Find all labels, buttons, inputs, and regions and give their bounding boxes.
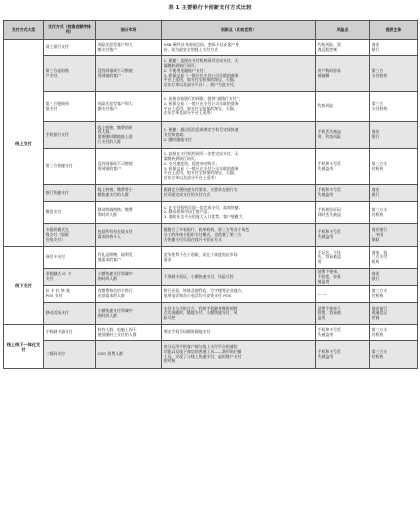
cell-line: 小额快速支付领域中 [97, 307, 133, 313]
mode-cell [44, 202, 96, 224]
cell-line: 竞争优势不在于创新，而在于高度贴近市场 [163, 251, 238, 257]
cell-line: 第三方 [371, 100, 384, 106]
mode-cell [44, 303, 96, 325]
cell-line: 没有网银或不习惯使 [97, 67, 133, 73]
cell-line: 第三方支 [371, 160, 388, 166]
mode-cell [44, 269, 96, 286]
table-row [4, 269, 418, 286]
mode-cell [44, 56, 96, 92]
cell-line: 在线支付） [45, 236, 66, 242]
cell-line: 钓鱼风险、黑 [317, 41, 341, 47]
cell-line: 等时尚人群 [97, 211, 118, 217]
cell-line: 时尚人群、电脑上网不 [97, 326, 137, 332]
cell-line: 付机构 [371, 211, 384, 217]
cell-line: 点实现随时、随地支付，小额快速支付，风 [163, 310, 238, 316]
provider-cell [370, 40, 418, 56]
cell-line: 户支付 [45, 72, 58, 78]
cell-line: 失，容易被盗 [317, 254, 341, 260]
risk-cell [316, 185, 370, 202]
cell-line: 商业 [371, 41, 380, 47]
cell-line: 平台上适用，如支付宝担保的淘宝、天猫、 [163, 77, 238, 83]
cell-line: 2. 担保交易（一般只在支付公司关联的商务 [163, 100, 239, 106]
mode-cell [44, 325, 96, 341]
cell-line: 失被盗用 [317, 192, 334, 198]
cell-line: 第三方虚拟账 [45, 67, 69, 73]
feature-cell [162, 341, 316, 369]
cell-line: 京东订单以及部分平台上适用） [163, 175, 219, 181]
header-cell: 细分市场 [96, 21, 162, 40]
feature-cell [162, 247, 316, 269]
cell-line: 1. 直接在支付机构网页一次性完成支付，无 [163, 151, 239, 157]
cell-line: 消费不签单不 [317, 305, 341, 311]
cell-line: 还款需求的人群 [97, 293, 125, 299]
cell-line: 钓鱼风险 [317, 103, 334, 109]
cell-line: 风险厌恶型客户和大 [97, 41, 133, 47]
cell-line: 需求 [163, 256, 172, 262]
cell-line: 小额快速支付领域中 [97, 271, 133, 277]
header-cell: 提供主体 [370, 21, 418, 40]
market-cell [96, 224, 162, 247]
cell-line: 三方支付 [371, 254, 388, 260]
cell-line: 既满足方便快速支付需求，又要求在银行支 [163, 187, 238, 193]
market-cell [96, 247, 162, 269]
provider-cell [370, 122, 418, 149]
risk-cell [316, 202, 370, 224]
cell-line: USB 硬件证书或短信码、密码卡以证客户身 [163, 41, 239, 47]
cell-line: 第三方支 [371, 348, 388, 354]
cell-line: 付机构 [371, 293, 384, 299]
cell-line: 商业银行 [371, 227, 388, 233]
cell-line: 失被盗用 [317, 353, 334, 359]
cell-line: 盗用 [317, 315, 326, 321]
cell-line: O2O 消费人群 [97, 351, 123, 357]
table-row [4, 149, 418, 185]
category-cell: 线下支付 [4, 247, 44, 325]
table-row [4, 202, 418, 224]
cell-line: 功能以及线下商店的普通工具——条形码扫描 [163, 348, 242, 354]
cell-line: 商家、第 [371, 249, 388, 255]
cell-line: 手机丢失被盗 [317, 129, 341, 135]
cell-line: 3. 担保交易（一般只在支付公司关联的商务 [163, 72, 239, 78]
mode-cell [44, 286, 96, 303]
cell-line: 银行快捷支付 [45, 189, 69, 195]
cell-line: 没有网银或不习惯使 [97, 160, 133, 166]
cell-line: 银行 [371, 192, 380, 198]
cell-line: 行支付的人群 [97, 138, 121, 144]
feature-cell [162, 202, 316, 224]
table-row [4, 56, 418, 92]
table-row [4, 92, 418, 122]
risk-cell [316, 269, 370, 286]
cell-line: 失被盗用 [317, 234, 334, 240]
table-row [4, 247, 418, 269]
cell-line: 需跳转到银行网页； [163, 156, 199, 162]
cell-line: 商业 [371, 271, 380, 277]
table-row [4, 122, 418, 149]
cell-line: 支付和查询； [163, 131, 187, 137]
table-caption: 表 1 主要银行卡创新支付方式比较 [168, 5, 252, 11]
cell-line: 支付卡与手机合合，利用手机随身携带的特 [163, 305, 238, 311]
cell-line: 第三方快捷支付 [45, 163, 73, 169]
cell-line: 客远程控制 [317, 46, 338, 52]
cell-line: 额支付客户 [97, 105, 118, 111]
cell-line: 有礼品馈赠、福利发 [97, 251, 133, 257]
cell-line: 支付机构 [371, 105, 388, 111]
cell-line: 线上购物、缴费的时 [97, 124, 133, 130]
table-row [4, 40, 418, 56]
market-cell [96, 325, 162, 341]
cell-line: 机构 [371, 259, 380, 265]
mode-cell [44, 40, 96, 56]
cell-line: 商业 [371, 187, 380, 193]
market-cell [96, 122, 162, 149]
market-cell [96, 269, 162, 286]
cell-line: 放需求的客户 [97, 256, 121, 262]
cell-line: 京东订单以及部分平台），商户为此支付。 [163, 82, 238, 88]
cell-line: 第三方链接网 [45, 100, 69, 106]
cell-line: 非接触式 IC 卡 [45, 271, 72, 277]
cell-line: 跨行还款，转账及便利店，写字楼等企业地方， [163, 288, 246, 294]
cell-line: 1. 在支付机构页面一次完成支付，高效快捷； [163, 204, 243, 210]
feature-cell [162, 303, 316, 325]
risk-cell [316, 56, 370, 92]
table-body [4, 40, 418, 369]
header-cell: 创新点（比较优势） [162, 21, 316, 40]
feature-cell [162, 56, 316, 92]
cell-line: 第三方支 [371, 206, 388, 212]
cell-line: 需求的持卡人 [97, 234, 121, 240]
cell-line: 移动终端购物、缴费 [97, 206, 133, 212]
mode-cell [44, 341, 96, 369]
cell-line: 京东订单及部分平台上适用） [163, 110, 215, 116]
cell-line: 不验密，容易 [317, 273, 341, 279]
feature-cell [162, 149, 316, 185]
feature-cell [162, 325, 316, 341]
cell-line: 付机构 [371, 165, 384, 171]
comparison-table [3, 20, 418, 369]
cell-line: 需跳转到银行网页； [163, 63, 199, 69]
cell-line: 不用刷卡验证，小额快速支付，风险可控 [163, 273, 234, 279]
risk-cell [316, 247, 370, 269]
cell-line: 手机刷卡器支付 [45, 329, 73, 335]
cell-line: 份，成为最安全的线上支付方式 [163, 46, 219, 52]
table-row [4, 303, 418, 325]
category-cell: 线上支付 [4, 40, 44, 247]
provider-cell [370, 303, 418, 325]
cell-line: 平台上适用，如支付宝担保的淘宝、天猫、 [163, 105, 238, 111]
cell-line: 1. 便捷：通过短信息或绑定手机号完成快速 [163, 127, 239, 133]
cell-line: 手机和卡号丢 [317, 187, 341, 193]
cell-line: 需要随时随地地上进 [97, 134, 133, 140]
cell-line: 尚人群； [97, 129, 114, 135]
market-cell [96, 185, 162, 202]
cell-line: 失被盗用 [317, 165, 334, 171]
risk-cell [316, 224, 370, 247]
cell-line: 拉 卡 拉 转 账 [45, 288, 70, 294]
cell-line: 用网银的客户 [97, 165, 121, 171]
cell-line: 同时丢失被盗 [317, 211, 341, 217]
cell-line: 1. 连接各家银行的网银，提供“通路行支付”； [163, 96, 243, 102]
cell-line: 2. 支付速度快，促进冲动购买； [163, 160, 220, 166]
cell-line: 支付 [45, 276, 54, 282]
provider-cell [370, 56, 418, 92]
cell-line: 的对接 [163, 358, 176, 364]
cell-line: 险可控 [163, 315, 176, 321]
cell-line: 手机和卡号丢 [317, 160, 341, 166]
table-row [4, 341, 418, 369]
cell-line: 家用电话和办公电话均可安装支付 POS [163, 293, 232, 299]
market-cell [96, 40, 162, 56]
cell-line: 包括所有有在线支付 [97, 229, 133, 235]
cell-line: 、中国 [371, 231, 384, 237]
cell-line: 的时尚人群 [97, 312, 118, 318]
mode-cell [44, 247, 96, 269]
cell-line: 用 [317, 259, 322, 265]
feature-cell [162, 286, 316, 303]
provider-cell [370, 149, 418, 185]
cell-line: 既整合了多家银行、收单机构、第三方等各个角色 [163, 227, 250, 233]
cell-line: 风险厌恶型客户和大 [97, 100, 133, 106]
cell-line: 手机和卡号丢 [317, 229, 341, 235]
cell-line: 银联 [371, 236, 380, 242]
cell-line: 营商 [371, 315, 380, 321]
feature-cell [162, 92, 316, 122]
risk-cell [316, 92, 370, 122]
cell-line: 商业 [371, 129, 380, 135]
cell-line: 用网银的客户 [97, 72, 121, 78]
header-cell: 支付方式大类 [4, 21, 44, 40]
cell-line: 方快捷支付页面在线开卡验证方式 [163, 236, 222, 242]
cell-line: 1. 便捷：直接在支付机构网页完成支付，无 [163, 58, 239, 64]
feature-cell [162, 122, 316, 149]
cell-line: 银支付 [45, 105, 58, 111]
cell-line: 付机构 [371, 353, 384, 359]
cell-line: 3. 借助社交平台的庞大入口优势，客户规模大 [163, 214, 243, 220]
mode-cell [44, 122, 96, 149]
provider-cell [370, 224, 418, 247]
cell-line: 线上购物、缴费等小 [97, 187, 133, 193]
cell-line: 额支付客户 [97, 46, 118, 52]
cell-line: 付页面完成支付的支付方式 [163, 192, 211, 198]
cell-line: 卡组织模式在 [45, 227, 69, 233]
cell-line: 工具，实现了与线上快速支付、虚拟账户支付 [163, 353, 242, 359]
cell-line: 额快速支付的人群 [97, 192, 129, 198]
cell-line: 充分运用手机客户端与线上支付平台的通信 [163, 344, 238, 350]
cell-line: 不记名，不挂 [317, 249, 341, 255]
cell-line: 网上银行支付 [45, 44, 69, 50]
market-cell [96, 202, 162, 224]
cell-line: 失被盗用 [317, 331, 334, 337]
feature-cell [162, 269, 316, 286]
cell-line: 有缴费和信用卡跨行 [97, 288, 133, 294]
cell-line: 分工的传统卡组织支付模式，也借鉴了第三方 [163, 231, 242, 237]
cell-line: 手机和验证码 [317, 206, 341, 212]
cell-line: 手机银行支付 [45, 131, 69, 137]
risk-cell [316, 149, 370, 185]
cell-line: 2. 不使用金融账户支付； [163, 67, 208, 73]
cell-line: 付机构 [371, 331, 384, 337]
provider-cell [370, 341, 418, 369]
category-cell: 线上线下一体化支付 [4, 325, 44, 369]
market-cell [96, 149, 162, 185]
cell-line: 2. 移动商务市场主推产品； [163, 209, 212, 215]
risk-cell [316, 40, 370, 56]
cell-line: 第三方 [371, 67, 384, 73]
cell-line: 微信支付 [45, 209, 62, 215]
cell-line: 商业银行 [371, 305, 388, 311]
mode-cell [44, 92, 96, 122]
mode-cell [44, 224, 96, 247]
risk-cell [316, 122, 370, 149]
table-row [4, 286, 418, 303]
market-cell [96, 56, 162, 92]
cell-line: 或通信运 [371, 310, 388, 316]
cell-line: 被破解 [317, 72, 330, 78]
cell-line: 线支付（银联 [45, 231, 69, 237]
market-cell [96, 303, 162, 325]
cell-line: 3. 担保交易（一般只在支付公司关联的商务 [163, 165, 239, 171]
market-cell [96, 341, 162, 369]
mode-cell [44, 149, 96, 185]
risk-cell [316, 341, 370, 369]
risk-cell [316, 286, 370, 303]
cell-line: 移动近场支付 [45, 310, 69, 316]
provider-cell [370, 185, 418, 202]
cell-line: 验密，容易被 [317, 310, 341, 316]
provider-cell [370, 202, 418, 224]
table-row [4, 224, 418, 247]
market-cell [96, 92, 162, 122]
cell-line: — — [317, 290, 327, 296]
cell-line: 的时尚人群 [97, 276, 118, 282]
header-cell: 支付方式（按演进顺序排列） [44, 21, 96, 40]
cell-line: 2. 随时随地支付 [163, 136, 192, 142]
feature-cell [162, 40, 316, 56]
table-row [4, 325, 418, 341]
cell-line: 消费不签单、 [317, 269, 341, 275]
header-row [4, 21, 418, 40]
cell-line: 平台上适用，如支付宝担保的淘宝、天猫、 [163, 170, 238, 176]
table-row [4, 185, 418, 202]
cell-line: 手机和卡号丢 [317, 326, 341, 332]
cell-line: 被盗用 [317, 278, 330, 284]
feature-cell [162, 185, 316, 202]
market-cell [96, 286, 162, 303]
cell-line: 用、钓鱼风险 [317, 134, 341, 140]
provider-cell [370, 269, 418, 286]
provider-cell [370, 286, 418, 303]
cell-line: 支付机构 [371, 72, 388, 78]
cell-line: POS 支付 [45, 293, 63, 299]
feature-cell [162, 224, 316, 247]
cell-line: 第三方支 [371, 326, 388, 332]
cell-line: 银行 [371, 46, 380, 52]
cell-line: 手机和卡号丢 [317, 348, 341, 354]
mode-cell [44, 185, 96, 202]
risk-cell [316, 325, 370, 341]
cell-line: 银行 [371, 134, 380, 140]
provider-cell [370, 92, 418, 122]
cell-line: 便但随时上支付的人群 [97, 331, 137, 337]
cell-line: 绑定手机号码随时随地支付 [163, 329, 211, 335]
cell-line: 银行 [371, 276, 380, 282]
risk-cell [316, 303, 370, 325]
cell-line: 二维码支付 [45, 351, 66, 357]
provider-cell [370, 247, 418, 269]
header-cell: 风险点 [316, 21, 370, 40]
provider-cell [370, 325, 418, 341]
cell-line: 用户数码容易 [317, 67, 341, 73]
cell-line: 第三方支 [371, 288, 388, 294]
cell-line: 预付卡支付 [45, 254, 66, 260]
